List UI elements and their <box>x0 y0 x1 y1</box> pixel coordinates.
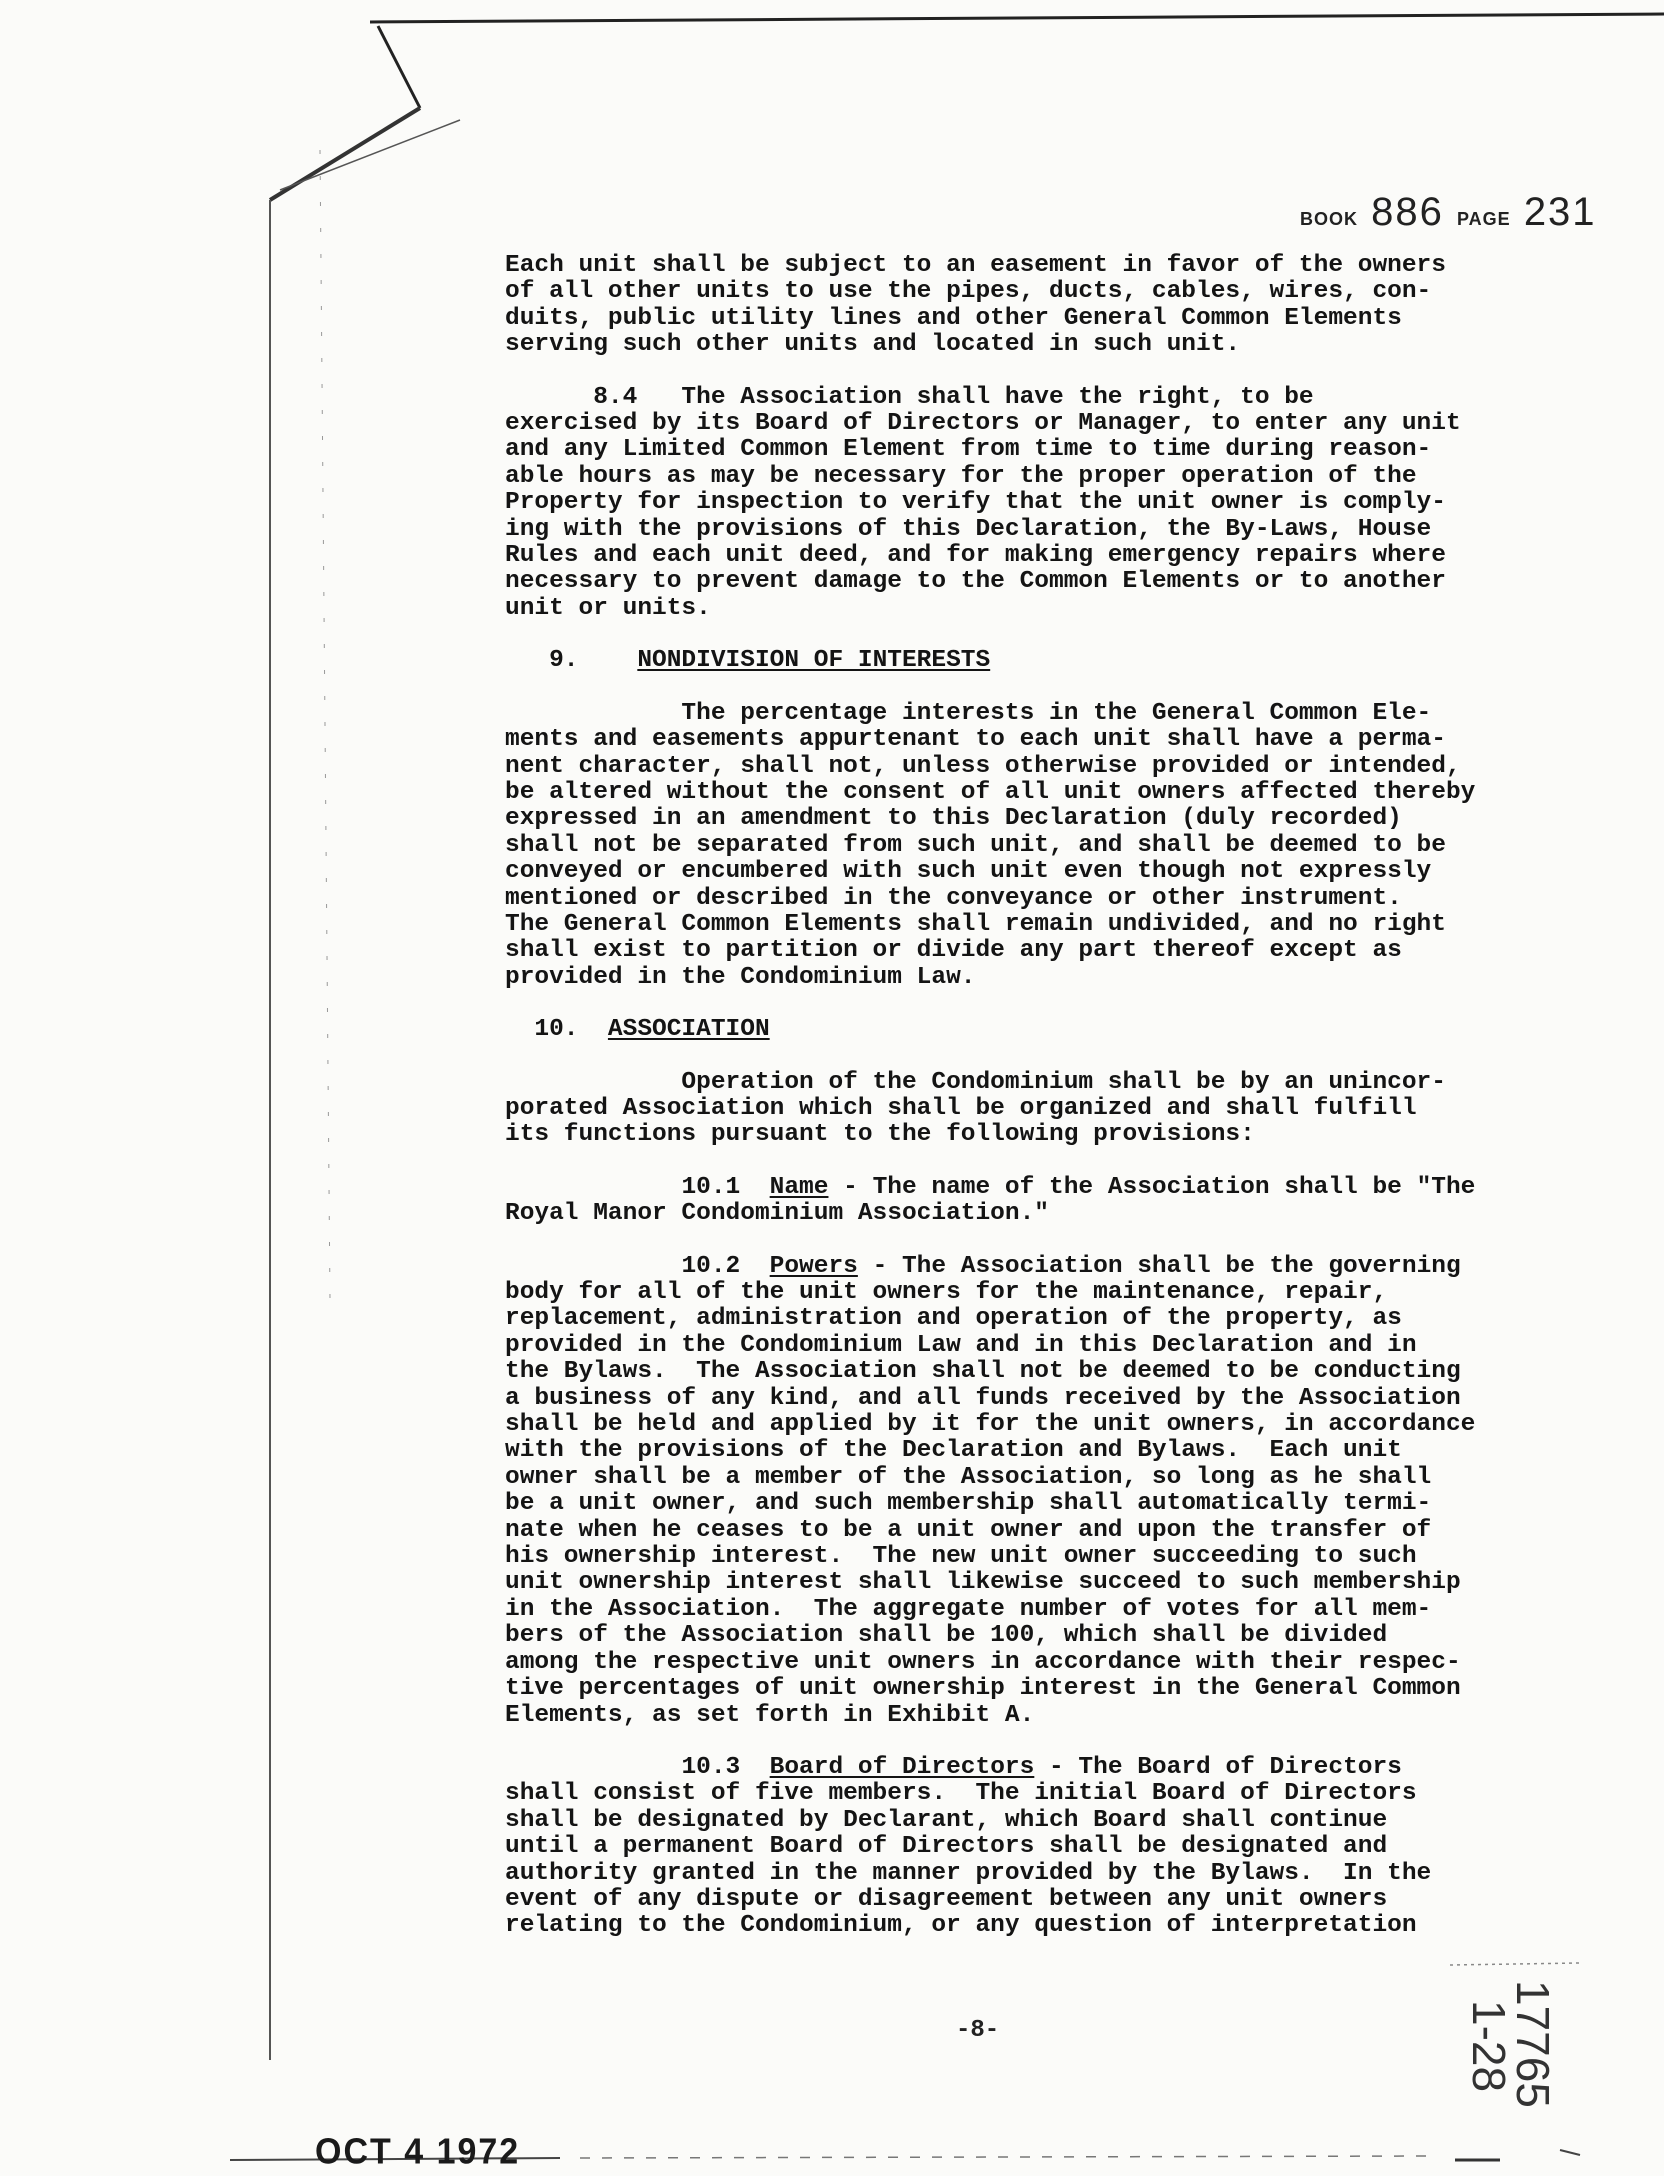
text-line: able hours as may be necessary for the proper operation of the <box>505 462 1417 490</box>
paragraph-8-4 <box>505 385 1580 623</box>
page-label: PAGE <box>1457 209 1511 229</box>
text-line: necessary to prevent damage to the Common Elements or to another <box>505 568 1446 596</box>
text-line <box>505 1755 1580 1781</box>
section-10-3-title: Board of Directors <box>769 1753 1035 1781</box>
section-10-2-number: 10.2 <box>681 1252 741 1280</box>
text-line: shall consist of five members. The initial Board of Directors <box>505 1780 1417 1808</box>
text-line: exercised by its Board of Directors or Manager, to enter any unit <box>505 410 1461 438</box>
text-line: Each unit shall be subject to an easement in favor of the owners <box>505 252 1446 279</box>
paragraph-association <box>505 1070 1580 1149</box>
text-line: in the Association. The aggregate number of votes for all mem- <box>505 1595 1432 1623</box>
text-line: The percentage interests in the General Common Ele- <box>505 699 1432 727</box>
section-10-1-number: 10.1 <box>681 1173 741 1201</box>
side-filing-number <box>1463 1980 1600 2130</box>
paragraph-10-2 <box>505 1254 1580 1729</box>
text-line: unit or units. <box>505 594 711 622</box>
section-9-title: NONDIVISION OF INTERESTS <box>637 647 991 675</box>
text-line <box>505 1254 1580 1280</box>
text-line: nent character, shall not, unless otherwise provided or intended, <box>505 752 1461 780</box>
text-line: duits, public utility lines and other General Common Elements <box>505 304 1402 332</box>
text-line: provided in the Condominium Law. <box>505 963 976 991</box>
text-line: shall not be separated from such unit, and shall be deemed to be <box>505 831 1446 859</box>
section-10-3-number: 10.3 <box>681 1753 741 1781</box>
text-line: owner shall be a member of the Association, so long as he shall <box>505 1463 1432 1491</box>
text-line: his ownership interest. The new unit owner succeeding to such <box>505 1543 1417 1571</box>
text-line: authority granted in the manner provided by the Bylaws. In the <box>505 1859 1432 1887</box>
text-line: ments and easements appurtenant to each unit shall have a perma- <box>505 726 1446 754</box>
text-line: Royal Manor Condominium Association." <box>505 1200 1049 1228</box>
section-10-1-rest: - The name of the Association shall be "The <box>828 1173 1476 1201</box>
text-line: porated Association which shall be organized and shall fulfill <box>505 1094 1417 1122</box>
text-line: a business of any kind, and all funds received by the Association <box>505 1384 1461 1412</box>
text-line: serving such other units and located in such unit. <box>505 331 1241 359</box>
text-line: expressed in an amendment to this Declaration (duly recorded) <box>505 805 1402 833</box>
text-line: be altered without the consent of all unit owners affected thereby <box>505 778 1476 806</box>
book-page-reference <box>1300 190 1603 235</box>
text-line <box>505 1175 1580 1201</box>
body-text <box>505 253 1580 1940</box>
page-number-ref: 231 <box>1523 190 1597 234</box>
section-10-3-rest: - The Board of Directors <box>1034 1753 1402 1781</box>
text-line: body for all of the unit owners for the maintenance, repair, <box>505 1279 1388 1306</box>
text-line: with the provisions of the Declaration and Bylaws. Each unit <box>505 1437 1402 1465</box>
section-10-heading <box>505 1017 1580 1043</box>
text-line: ing with the provisions of this Declaration, the By-Laws, House <box>505 515 1432 543</box>
text-line: Elements, as set forth in Exhibit A. <box>505 1701 1035 1729</box>
text-line: The General Common Elements shall remain undivided, and no right <box>505 910 1446 938</box>
text-line: mentioned or described in the conveyance or other instrument. <box>505 884 1402 912</box>
text-line: conveyed or encumbered with such unit even though not expressly <box>505 858 1432 886</box>
section-9-heading <box>505 648 1580 674</box>
text-line: relating to the Condominium, or any question of interpretation <box>505 1912 1417 1940</box>
date-stamp: OCT 4 1972 <box>315 2132 521 2172</box>
text-line: Operation of the Condominium shall be by an unincor- <box>505 1068 1446 1096</box>
text-line: among the respective unit owners in accordance with their respec- <box>505 1648 1461 1676</box>
text-line: its functions pursuant to the following provisions: <box>505 1121 1255 1149</box>
paragraph-nondivision <box>505 701 1580 991</box>
side-number-line2: 1-28 <box>1463 2000 1515 2093</box>
paragraph-10-3 <box>505 1755 1580 1940</box>
page-footer-number: -8- <box>956 2017 1000 2044</box>
text-line: 8.4 The Association shall have the right, to be <box>505 383 1314 411</box>
section-10-2-rest: - The Association shall be the governing <box>857 1252 1461 1280</box>
text-line: shall be designated by Declarant, which Board shall continue <box>505 1806 1388 1834</box>
text-line: and any Limited Common Element from time to time during reason- <box>505 436 1432 464</box>
text-line: unit ownership interest shall likewise succeed to such membership <box>505 1569 1461 1597</box>
text-line: provided in the Condominium Law and in this Declaration and in <box>505 1331 1417 1359</box>
text-line: of all other units to use the pipes, ducts, cables, wires, con- <box>505 278 1432 306</box>
text-line: event of any dispute or disagreement between any unit owners <box>505 1885 1388 1913</box>
book-label: BOOK <box>1300 209 1358 229</box>
paragraph-10-1 <box>505 1175 1580 1228</box>
section-9-number: 9. <box>549 647 579 675</box>
paragraph-easement <box>505 253 1580 359</box>
text-line: Rules and each unit deed, and for making emergency repairs where <box>505 542 1446 570</box>
text-line: shall exist to partition or divide any part thereof except as <box>505 937 1402 965</box>
text-line: bers of the Association shall be 100, which shall be divided <box>505 1622 1388 1650</box>
section-10-title: ASSOCIATION <box>607 1016 770 1044</box>
text-line: until a permanent Board of Directors shall be designated and <box>505 1833 1388 1861</box>
section-10-number: 10. <box>534 1016 579 1044</box>
text-line: nate when he ceases to be a unit owner and upon the transfer of <box>505 1516 1432 1544</box>
section-10-1-title: Name <box>769 1173 829 1201</box>
text-line: the Bylaws. The Association shall not be deemed to be conducting <box>505 1358 1461 1386</box>
text-line: be a unit owner, and such membership shall automatically termi- <box>505 1490 1432 1518</box>
side-number-line1: 17765 <box>1507 1980 1559 2108</box>
text-line: replacement, administration and operation of the property, as <box>505 1305 1402 1333</box>
text-line: Property for inspection to verify that the unit owner is comply- <box>505 489 1446 517</box>
text-line: tive percentages of unit ownership interest in the General Common <box>505 1675 1461 1703</box>
section-10-2-title: Powers <box>769 1252 858 1280</box>
text-line: shall be held and applied by it for the unit owners, in accordance <box>505 1411 1476 1439</box>
book-number: 886 <box>1371 190 1444 234</box>
